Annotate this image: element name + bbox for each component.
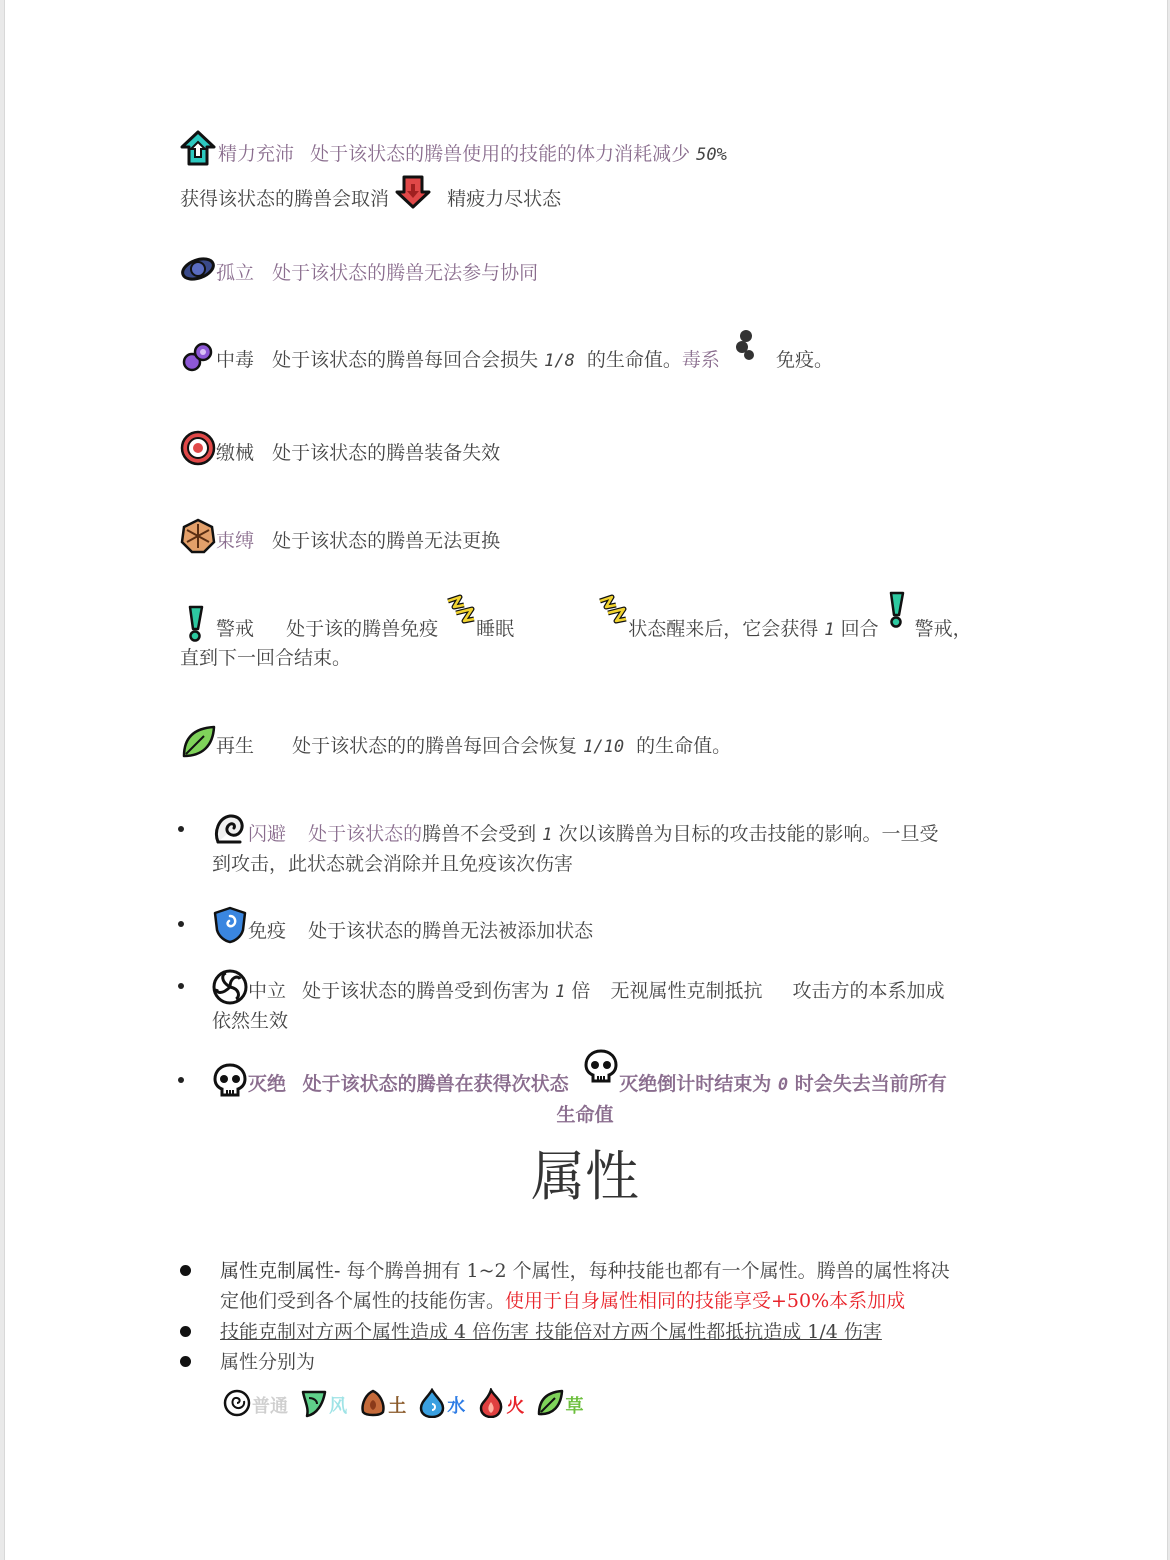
bullet bbox=[180, 1326, 191, 1337]
section-heading: 属性 bbox=[531, 1145, 639, 1208]
skull-icon bbox=[212, 1062, 248, 1098]
status-energetic-line2 bbox=[180, 186, 561, 212]
type-list bbox=[222, 1388, 589, 1428]
status-value: 0 bbox=[777, 1075, 789, 1095]
status-value: 1/10 bbox=[583, 737, 625, 757]
type-label-grass: 草 bbox=[565, 1396, 584, 1417]
status-desc: 处于该状态的的腾兽每回合会恢复 bbox=[292, 735, 578, 757]
status-desc: 的生命值。 bbox=[586, 349, 682, 371]
status-bind bbox=[180, 518, 500, 554]
bullet bbox=[178, 983, 184, 989]
sleep-icon bbox=[444, 593, 476, 627]
attr-bullet-1-line2 bbox=[220, 1286, 905, 1316]
status-desc: 处于该状态的腾兽无法更换 bbox=[272, 530, 501, 552]
alert-icon bbox=[885, 591, 909, 629]
attr-label: 属性克制属性- bbox=[220, 1260, 341, 1282]
poison-type: 毒系 bbox=[681, 349, 720, 371]
status-name: 中立 bbox=[248, 980, 287, 1002]
attr-highlight: 使用于自身属性相同的技能享受+50%本系加成 bbox=[505, 1290, 906, 1312]
status-evade bbox=[212, 812, 938, 848]
attr-bullet-1 bbox=[220, 1256, 950, 1286]
status-text: 精疲力尽状态 bbox=[447, 188, 562, 210]
status-doom bbox=[212, 1062, 947, 1098]
status-regen bbox=[180, 724, 731, 760]
status-neutral bbox=[212, 969, 945, 1005]
status-evade-line2: 到攻击，此状态就会消除并且免疫该次伤害 bbox=[212, 853, 574, 875]
status-alert bbox=[180, 605, 972, 643]
status-value: 1/8 bbox=[544, 351, 575, 371]
neutral-icon bbox=[212, 969, 248, 1005]
shield-icon bbox=[212, 906, 248, 944]
status-doom-line2: 生命值 bbox=[556, 1104, 614, 1126]
status-value: 1 bbox=[824, 620, 835, 640]
status-name: 再生 bbox=[216, 735, 255, 757]
isolated-icon bbox=[180, 252, 216, 286]
status-desc: 时会失去当前所有 bbox=[794, 1073, 947, 1095]
type-label-wind: 风 bbox=[329, 1396, 348, 1417]
poison-type-icon bbox=[732, 328, 760, 362]
status-value: 1 bbox=[555, 982, 566, 1002]
status-desc: 的生命值。 bbox=[636, 735, 732, 757]
normal-icon bbox=[222, 1388, 252, 1418]
type-label-normal: 普通 bbox=[252, 1396, 288, 1417]
poison-icon bbox=[180, 340, 216, 374]
status-name: 束缚 bbox=[216, 530, 255, 552]
attr-bullet-2: 技能克制对方两个属性造成 4 倍伤害 技能倍对方两个属性都抵抗造成 1/4 伤害 bbox=[220, 1321, 882, 1343]
status-name: 中毒 bbox=[216, 349, 255, 371]
exhausted-icon bbox=[395, 174, 431, 210]
status-text: 获得该状态的腾兽会取消 bbox=[180, 188, 390, 210]
status-desc: 灭绝倒计时结束为 bbox=[619, 1073, 772, 1095]
earth-icon bbox=[358, 1388, 388, 1418]
status-desc: 腾兽不会受到 bbox=[422, 823, 537, 845]
water-icon bbox=[417, 1388, 447, 1418]
bullet bbox=[178, 1077, 184, 1083]
sleep-icon bbox=[596, 593, 628, 627]
status-text: 回合 bbox=[840, 618, 879, 640]
attr-bullet-3: 属性分别为 bbox=[220, 1351, 316, 1373]
bullet bbox=[180, 1356, 191, 1367]
bind-icon bbox=[180, 518, 216, 554]
status-text: 免疫。 bbox=[776, 349, 834, 371]
energetic-icon bbox=[180, 130, 216, 168]
status-name: 免疫 bbox=[248, 920, 287, 942]
status-desc: 处于该状态的腾兽在获得次状态 bbox=[302, 1073, 569, 1095]
status-text: 睡眠 bbox=[476, 618, 515, 640]
bullet bbox=[178, 826, 184, 832]
disarm-icon bbox=[180, 430, 216, 466]
status-desc: 倍 bbox=[571, 980, 591, 1002]
skull-icon bbox=[583, 1048, 619, 1084]
status-name: 孤立 bbox=[216, 262, 255, 284]
status-text: 状态醒来后，它会获得 bbox=[628, 618, 819, 640]
alert-icon bbox=[184, 605, 208, 643]
status-desc: 处于该状态的腾兽无法被添加状态 bbox=[308, 920, 594, 942]
bullet bbox=[178, 921, 184, 927]
status-poison bbox=[180, 340, 833, 374]
status-name: 警戒 bbox=[216, 618, 255, 640]
status-alert-line2: 直到下一回合结束。 bbox=[180, 647, 352, 669]
status-desc: 处于该状态的腾兽装备失效 bbox=[272, 442, 501, 464]
status-name: 缴械 bbox=[216, 442, 255, 464]
leaf-icon bbox=[180, 724, 216, 760]
status-energetic bbox=[180, 130, 727, 168]
status-immune bbox=[212, 906, 593, 944]
status-desc: 次以该腾兽为目标的攻击技能的影响。一旦受 bbox=[558, 823, 939, 845]
status-value: 50% bbox=[696, 145, 727, 165]
status-isolated bbox=[180, 252, 538, 286]
status-name: 闪避 bbox=[248, 823, 287, 845]
status-neutral-line2: 依然生效 bbox=[212, 1010, 289, 1032]
status-name: 精力充沛 bbox=[218, 143, 295, 165]
type-label-earth: 土 bbox=[388, 1396, 407, 1417]
attr-text: 每个腾兽拥有 1~2 个属性，每种技能也都有一个属性。腾兽的属性将决 bbox=[346, 1260, 950, 1282]
status-desc: 无视属性克制抵抗 bbox=[610, 980, 763, 1002]
type-label-water: 水 bbox=[447, 1396, 466, 1417]
status-text: 警戒， bbox=[914, 618, 972, 640]
status-desc: 处于该状态的 bbox=[308, 823, 423, 845]
status-value: 1 bbox=[542, 825, 553, 845]
evade-icon bbox=[212, 812, 248, 848]
status-desc: 攻击方的本系加成 bbox=[792, 980, 945, 1002]
status-desc: 处于该状态的腾兽受到伤害为 bbox=[302, 980, 550, 1002]
attr-text: 定他们受到各个属性的技能伤害。 bbox=[220, 1290, 506, 1312]
status-name: 灭绝 bbox=[248, 1073, 287, 1095]
bullet bbox=[180, 1265, 191, 1276]
fire-icon bbox=[476, 1388, 506, 1418]
status-desc: 处于该状态的腾兽无法参与协同 bbox=[272, 262, 539, 284]
type-label-fire: 火 bbox=[506, 1396, 525, 1417]
status-desc: 处于该的腾兽免疫 bbox=[286, 618, 439, 640]
status-disarm bbox=[180, 430, 500, 466]
status-desc: 处于该状态的腾兽每回合会损失 bbox=[272, 349, 539, 371]
wind-icon bbox=[299, 1388, 329, 1418]
status-desc: 处于该状态的腾兽使用的技能的体力消耗减少 bbox=[310, 143, 691, 165]
grass-icon bbox=[535, 1388, 565, 1418]
